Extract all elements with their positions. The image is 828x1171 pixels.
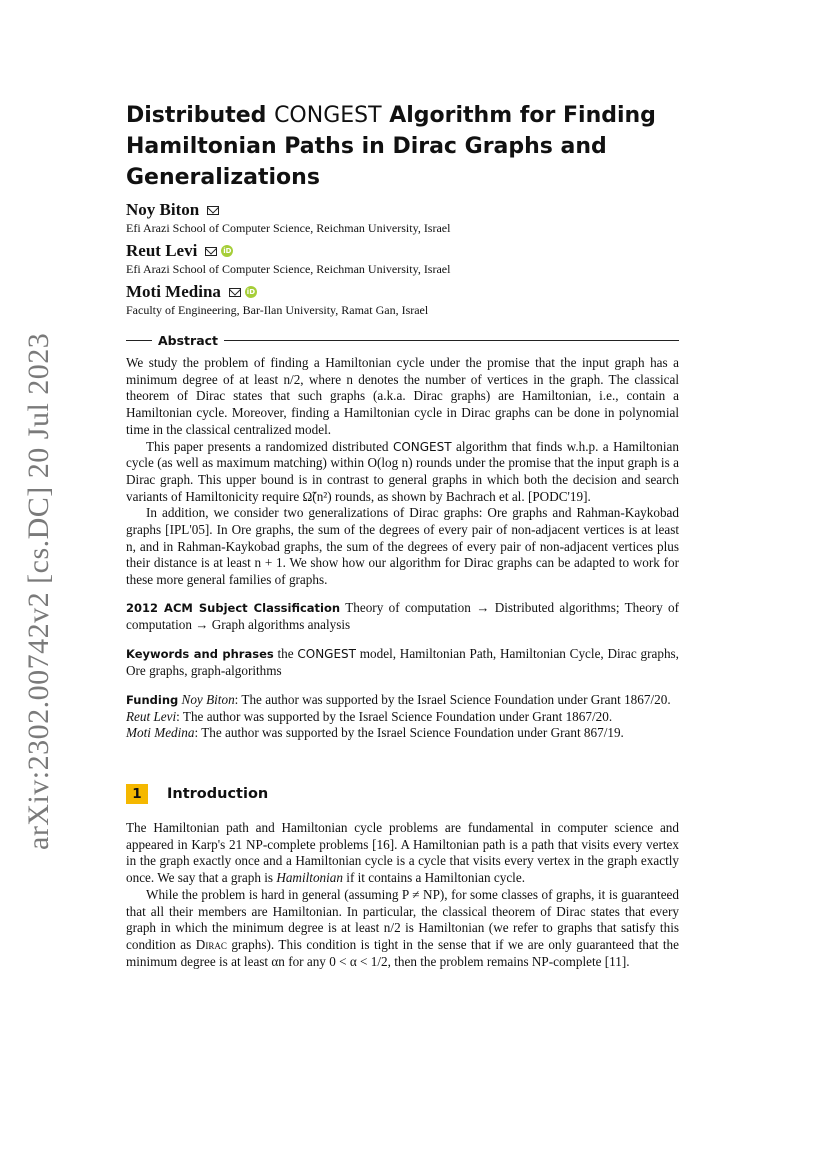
acm-label: 2012 ACM Subject Classification [126,601,341,615]
funding-name: Moti Medina [126,725,195,741]
keywords: Keywords and phrases the CONGEST model, Hamiltonian Path, Hamiltonian Cycle, Dirac graphs, Ore graphs, graph-algorithms [126,646,679,678]
mail-icon[interactable] [205,247,217,256]
title-part2: Algorithm for Finding Hamiltonian Paths in Dirac Graphs and Generalizations [126,103,656,190]
author-block [126,241,686,277]
paper-title [126,100,686,193]
author-affiliation: Faculty of Engineering, Bar-Ilan University, Ramat Gan, Israel [126,303,429,317]
acm-text: Theory of computation → Distributed algorithms; Theory of computation → Graph algorithms analysis [126,600,679,632]
author-name: Noy Biton [126,200,200,219]
mail-icon[interactable] [207,206,219,215]
author-name: Reut Levi [126,241,198,260]
abstract-paragraph: This paper presents a randomized distributed CONGEST algorithm that finds w.h.p. a Hamiltonian cycle (as well as maximum matching) within O(log n) rounds under the promise that the input graph is a Dirac graph. This upper bound is in contrast to general graphs in which both the decision and search variants of Hamiltonicity require Ω̃(n²) rounds, as shown by Bachrach et al. [PODC'19]. [126,438,680,504]
section-heading [126,784,268,804]
abstract-label: Abstract [158,333,219,348]
author-name: Moti Medina [126,282,221,301]
abstract-paragraph: We study the problem of finding a Hamiltonian cycle under the promise that the input graph has a minimum degree of at least n/2, where n denotes the number of vertices in the graph. The classical theorem of Dirac states that such graphs (a.k.a. Dirac graphs) are Hamiltonian, i.e., contain a Hamiltonian cycle. Moreover, finding a Hamiltonian cycle in Dirac graphs can be done in polynomial time in the classical centralized model. [126,355,679,437]
title-part1: Distributed [126,103,275,128]
funding-name: Reut Levi [126,708,177,724]
intro-paragraph: The Hamiltonian path and Hamiltonian cycle problems are fundamental in computer science and appeared in Karp's 21 NP-complete problems [16]. A Hamiltonian path is a path that visits every vertex in the graph exactly once and a Hamiltonian cycle is a cycle that visits every vertex in the graph exactly once. We say that a graph is Hamiltonian if it contains a Hamiltonian cycle. [126,820,679,886]
orcid-icon[interactable]: iD [246,288,256,296]
author-list [126,200,686,323]
author-affiliation: Efi Arazi School of Computer Science, Reichman University, Israel [126,262,451,276]
author-affiliation: Efi Arazi School of Computer Science, Reichman University, Israel [126,221,451,235]
section-number: 1 [126,784,148,804]
heading-rule [224,340,679,341]
author-block [126,200,686,236]
intro-paragraph: While the problem is hard in general (assuming P ≠ NP), for some classes of graphs, it is guaranteed that all their members are Hamiltonian. In particular, the classical theorem of Dirac states that every graph in which the minimum degree is at least n/2 is Hamiltonian (we refer to graphs that satisfy this condition as Dirac graphs). This condition is tight in the sense that if we are only guaranteed that the minimum degree is at least αn for any 0 < α < 1/2, then the problem remains NP-complete [11]. [126,886,679,969]
funding: Funding Noy Biton: The author was supported by the Israel Science Foundation under Grant 1867/20. Reut Levi: The author was supported by the Israel Science Foundation under Grant 1867/20. Moti Medina: The author was supported by the Israel Science Foundation under Grant 867/19. [126,692,671,741]
funding-label: Funding [126,693,179,707]
funding-name: Noy Biton [181,692,235,707]
abstract-paragraph: In addition, we consider two generalizations of Dirac graphs: Ore graphs and Rahman-Kaykobad graphs [IPL'05]. In Ore graphs, the sum of the degrees of every pair of non-adjacent vertices is at least n, and in Rahman-Kaykobad graphs, the sum of the degrees of every pair of non-adjacent vertices plus their distance is at least n + 1. We show how our algorithm for Dirac graphs can be adapted to work for these more general families of graphs. [126,505,679,588]
keywords-label: Keywords and phrases [126,647,274,661]
orcid-icon[interactable]: iD [223,247,232,255]
keywords-text: model, Hamiltonian Path, Hamiltonian Cycle, Dirac graphs, Ore graphs, graph-algorithms [126,646,679,678]
abstract-heading [126,333,679,348]
arxiv-identifier: arXiv:2302.00742v2 [cs.DC] 20 Jul 2023 [22,332,55,850]
mail-icon[interactable] [229,288,241,297]
section-title: Introduction [167,786,269,802]
abstract-body [126,355,679,589]
heading-rule [126,340,152,341]
title-congest: CONGEST [274,103,382,128]
introduction-body [126,820,679,970]
author-block [126,282,686,318]
acm-classification [126,600,679,633]
